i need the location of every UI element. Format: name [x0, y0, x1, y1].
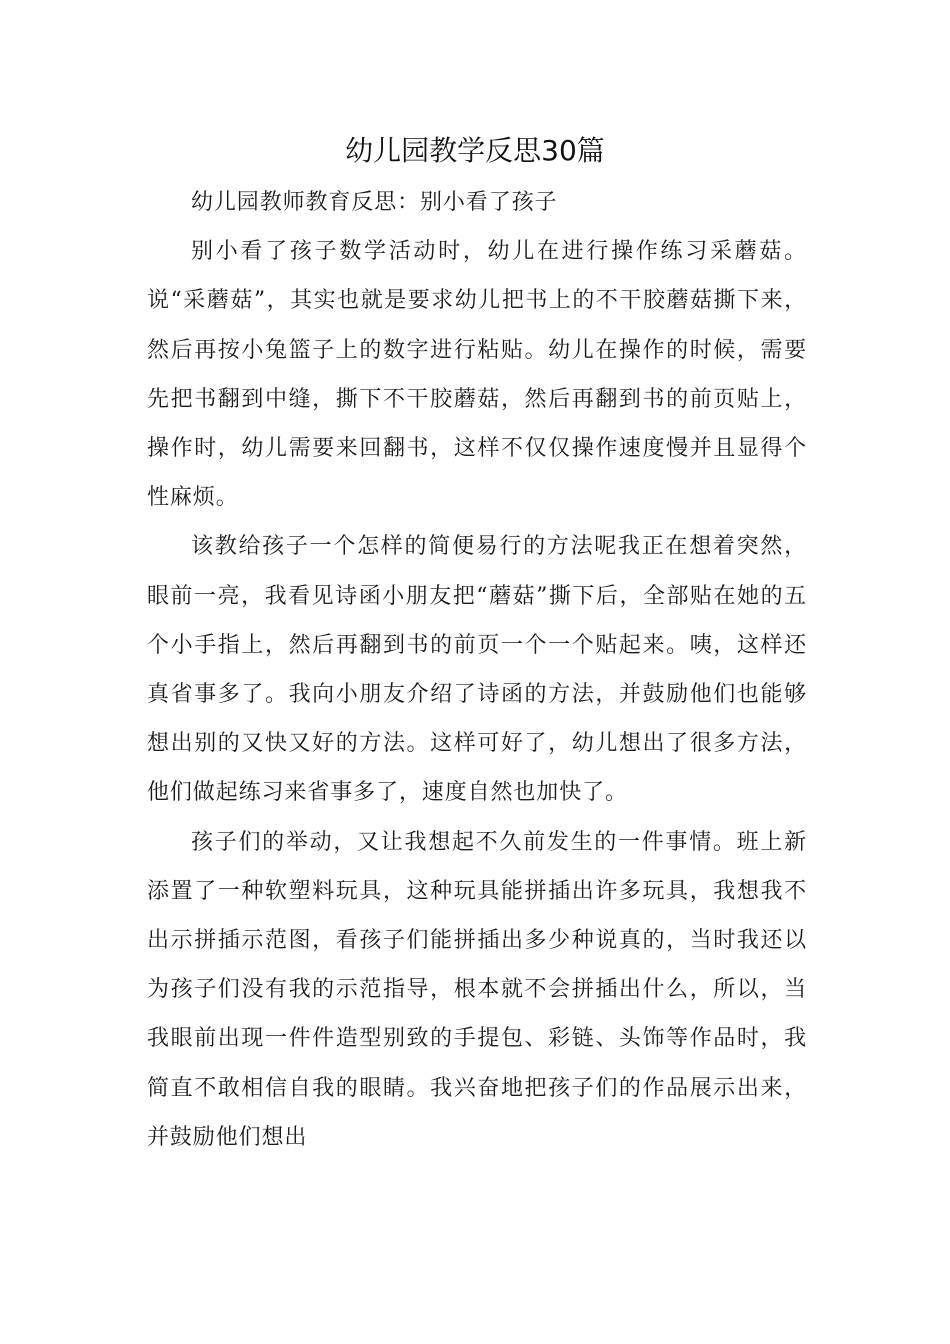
body-paragraph: 该教给孩子一个怎样的简便易行的方法呢我正在想着突然，眼前一亮，我看见诗函小朋友把“蘑菇”撕下后，全部贴在她的五个小手指上，然后再翻到书的前页一个一个贴起来。咦，这样还真省事多了。我向小朋友介绍了诗函的方法，并鼓励他们也能够想出别的又快又好的方法。这样可好了，幼儿想出了很多方法，他们做起练习来省事多了，速度自然也加快了。	[147, 534, 807, 806]
document-title: 幼儿园教学反思30篇	[345, 134, 605, 167]
document-body	[147, 178, 807, 1162]
body-paragraph: 别小看了孩子数学活动时，幼儿在进行操作练习采蘑菇。说“采蘑菇”，其实也就是要求幼儿把书上的不干胶蘑菇撕下来，然后再按小兔篮子上的数字进行粘贴。幼儿在操作的时候，需要先把书翻到中缝，撕下不干胶蘑菇，然后再翻到书的前页贴上，操作时，幼儿需要来回翻书，这样不仅仅操作速度慢并且显得个性麻烦。	[147, 239, 807, 511]
section-heading: 幼儿园教师教育反思：别小看了孩子	[191, 190, 558, 215]
body-paragraph: 孩子们的举动，又让我想起不久前发生的一件事情。班上新添置了一种软塑料玩具，这种玩具能拼插出许多玩具，我想我不出示拼插示范图，看孩子们能拼插出多少种说真的，当时我还以为孩子们没有我的示范指导，根本就不会拼插出什么，所以，当我眼前出现一件件造型别致的手提包、彩链、头饰等作品时，我简直不敢相信自我的眼睛。我兴奋地把孩子们的作品展示出来，并鼓励他们想出	[147, 829, 807, 1150]
